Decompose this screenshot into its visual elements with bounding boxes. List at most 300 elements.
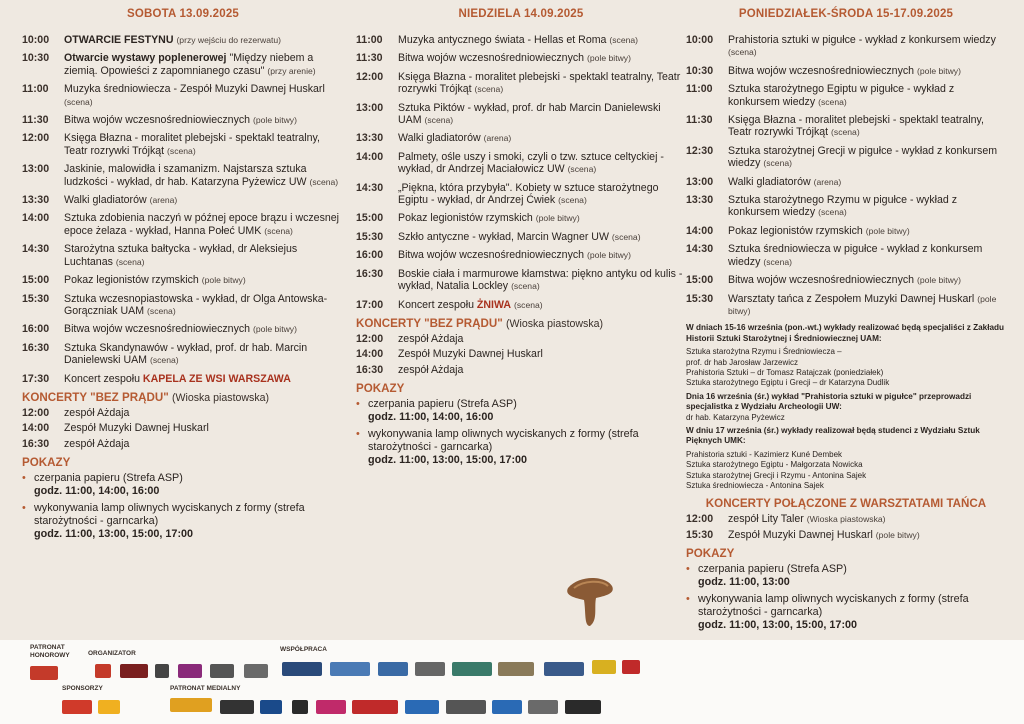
event-time: 17:30	[22, 372, 50, 385]
organizer-label: ORGANIZATOR	[88, 650, 136, 657]
organizer-logo-1	[95, 664, 111, 678]
concert-row	[356, 333, 686, 345]
concert-time: 16:30	[356, 363, 384, 376]
schedule-row	[686, 194, 1006, 219]
event-description	[64, 293, 344, 318]
event-text: Szkło antyczne - wykład, Marcin Wagner UW	[398, 230, 609, 243]
event-time: 14:30	[686, 243, 714, 256]
event-time: 12:30	[686, 144, 714, 157]
sunday-column	[356, 8, 686, 471]
schedule-row	[22, 293, 344, 318]
event-text: Księga Błazna - moralitet plebejski - spektakl teatralny, Teatr rozrywki Trójkąt	[64, 132, 320, 157]
schedule-row	[22, 163, 344, 188]
concert-band	[64, 407, 344, 419]
show-item	[22, 472, 344, 498]
weekday-title: PONIEDZIAŁEK-ŚRODA 15-17.09.2025	[738, 8, 954, 20]
event-time: 16:30	[356, 267, 384, 280]
event-time: 13:30	[22, 194, 50, 207]
event-text: Sztuka Skandynawów - wykład, prof. dr hab. Marcin Danielewski UAM	[64, 341, 308, 367]
concert-band	[728, 513, 1006, 525]
organizer-logo-6	[244, 664, 268, 678]
schedule-row	[356, 268, 686, 293]
sponsors-footer	[0, 640, 1024, 724]
event-location: (scena)	[818, 207, 847, 218]
event-time: 16:00	[356, 249, 384, 262]
lecturers-info: W dniach 15-16 września (pon.-wt.) wykłady realizować będą specjaliści z Zakładu Historii Sztuki Starożytnej i Średniowiecznej UAM: Sztuka starożytna Rzymu i Średniowiecza – prof. dr hab Jarosław Jarzewicz Prahistoria Sztuki – dr Tomasz Ratajczak (poniedziałek) Sztuka starożytnego Egiptu i Grecji – dr Katarzyna Dudlik Dnia 16 września (śr.) wykład "Prahistoria sztuki w pigułce" przeprowadzi specjalistka z Wydziału Archeologii UW: dr hab. Katarzyna Pyżewicz W dniu 17 września (śr.) wykłady realizował będą studenci z Wydziału Sztuk Pięknych UMK: Prahistoria sztuki - Kazimierz Kuné Dembek Sztuka starożytnego Egiptu - Małgorzata Nowicka Sztuka starożytnej Grecji i Rzymu - Antonina Sajek Sztuka średniowiecza - Antonina Sajek	[686, 323, 1005, 490]
event-text: Walki gladiatorów	[728, 175, 811, 188]
bullet-icon: •	[22, 502, 26, 515]
event-text: Sztuka średniowiecza w pigułce - wykład z konkursem wiedzy	[728, 243, 983, 268]
honorary-patronage-label: PATRONAT HONOROWY	[30, 644, 70, 659]
event-text: "Między niebem a ziemią. Opowieści z zapomnianego czasu"	[64, 52, 314, 77]
event-description	[728, 274, 1006, 286]
event-time: 10:30	[686, 64, 714, 77]
event-text: Koncert zespołu	[398, 298, 474, 311]
event-description	[64, 163, 344, 188]
concert-text: zespół Ażdaja	[398, 332, 464, 345]
event-location: (scena)	[167, 145, 196, 156]
concert-text: zespół Ażdaja	[398, 363, 464, 376]
event-description	[64, 132, 344, 157]
cooperation-logo-2	[330, 662, 370, 676]
show-text: czerpania papieru (Strefa ASP)	[698, 563, 847, 576]
sponsor-logo-trefl	[62, 700, 92, 714]
media-patronage-label: PATRONAT MEDIALNY	[170, 685, 241, 692]
saturday-column	[22, 8, 344, 545]
event-time: 10:00	[686, 34, 714, 46]
event-time: 14:30	[356, 181, 384, 194]
event-time: 12:00	[22, 132, 50, 145]
event-text: Księga Błazna - moralitet plebejski - spektakl teatralny, Teatr rozrywki Trójkąt	[728, 114, 984, 139]
event-text: Sztuka starożytnego Egiptu w pigułce - wykład z konkursem wiedzy	[728, 83, 955, 108]
event-location: (pole bitwy)	[201, 275, 246, 286]
event-text: Koncert zespołu	[64, 372, 140, 385]
organizer-logo-4	[178, 664, 202, 678]
show-times: godz. 11:00, 13:00	[698, 576, 790, 589]
bullet-icon: •	[686, 593, 690, 606]
concert-text: zespół Ażdaja	[64, 406, 130, 419]
event-description	[64, 323, 344, 335]
schedule-row	[686, 243, 1006, 268]
event-time: 10:00	[22, 34, 50, 46]
schedule-row	[686, 293, 1006, 318]
media-logo-6	[492, 700, 522, 714]
concert-location: (Wioska piastowska)	[806, 514, 886, 525]
event-location: (scena)	[763, 158, 792, 169]
lecturer-line: Sztuka starożytnej Grecji i Rzymu - Antonina Sajek	[686, 470, 867, 480]
lecturer-line: Prahistoria sztuki - Kazimierz Kuné Dembek	[686, 449, 843, 459]
event-text: Muzyka antycznego świata - Hellas et Roma	[398, 34, 607, 46]
concert-band	[64, 438, 344, 450]
event-text: Walki gladiatorów	[64, 194, 147, 207]
concert-time: 12:00	[22, 406, 50, 419]
band-name: ŻNIWA	[476, 298, 512, 311]
event-text: Bitwa wojów wczesnośredniowiecznych	[398, 249, 585, 262]
schedule-row	[356, 71, 686, 96]
show-times: godz. 11:00, 14:00, 16:00	[34, 485, 160, 498]
event-location: (pole bitwy)	[865, 225, 910, 236]
event-time: 15:00	[356, 212, 384, 225]
event-time: 11:00	[686, 83, 713, 96]
event-description	[64, 114, 344, 126]
event-text: Jaskinie, malowidła i szamanizm. Najstarsza sztuka ludzkości - wykład, dr hab. Katarzyna Pyżewicz UW	[64, 163, 307, 188]
cooperation-logo-9	[622, 660, 640, 674]
show-times: godz. 11:00, 13:00, 15:00, 17:00	[34, 528, 194, 541]
sunday-shows-title: POKAZY	[356, 382, 405, 396]
saturday-events	[22, 34, 344, 385]
event-description	[64, 373, 344, 385]
schedule-row	[686, 145, 1006, 170]
event-time: 16:00	[22, 323, 50, 336]
event-location: (pole bitwy)	[535, 213, 580, 224]
event-title: Otwarcie wystawy poplenerowej	[64, 52, 227, 65]
event-description	[398, 52, 686, 64]
event-location: (scena)	[424, 115, 454, 126]
saturday-shows	[22, 472, 344, 541]
event-description	[64, 52, 344, 77]
concert-time: 15:30	[686, 528, 714, 541]
sponsor-logo-2	[98, 700, 120, 714]
schedule-row	[22, 342, 344, 367]
event-description	[728, 243, 1006, 268]
schedule-row	[356, 299, 686, 311]
event-location: (arena)	[149, 195, 178, 206]
show-text: czerpania papieru (Strefa ASP)	[34, 472, 183, 485]
schedule-row	[22, 194, 344, 206]
event-time: 15:30	[22, 292, 50, 305]
concert-band	[398, 348, 686, 360]
event-text: Bitwa wojów wczesnośredniowiecznych	[728, 274, 915, 287]
concert-band	[728, 529, 1006, 541]
media-logo-pomorska	[352, 700, 398, 714]
event-location: (scena)	[149, 355, 179, 366]
event-location: (scena)	[115, 256, 145, 267]
media-logo-8	[565, 700, 601, 714]
event-description	[398, 102, 686, 127]
show-description	[698, 593, 1006, 632]
weekday-column	[686, 8, 1006, 636]
schedule-row	[22, 274, 344, 286]
event-description	[64, 194, 344, 206]
schedule-row	[22, 373, 344, 385]
event-description	[64, 34, 344, 46]
event-text: Sztuka wczesnopiastowska - wykład, dr Olga Antowska-Gorączniak UAM	[64, 292, 328, 317]
sunday-concerts-title: KONCERTY "BEZ PRĄDU" (Wioska piastowska)	[356, 316, 604, 330]
event-text: Pokaz legionistów rzymskich	[64, 274, 199, 287]
event-description	[64, 274, 344, 286]
event-location: (scena)	[511, 281, 540, 292]
cooperation-logo-7	[544, 662, 584, 676]
concert-row	[356, 348, 686, 360]
bullet-icon: •	[356, 428, 360, 441]
event-description	[398, 268, 686, 293]
concert-text: Zespół Muzyki Dawnej Huskarl	[64, 422, 209, 435]
schedule-row	[22, 212, 344, 237]
event-description	[728, 83, 1006, 108]
saturday-concerts	[22, 407, 344, 450]
event-location: (pole bitwy)	[253, 115, 297, 126]
event-time: 11:00	[22, 83, 49, 96]
event-description	[64, 83, 344, 108]
sunday-shows	[356, 398, 686, 467]
schedule-row	[686, 114, 1006, 139]
show-times: godz. 11:00, 13:00, 15:00, 17:00	[368, 454, 528, 467]
concert-row	[686, 513, 1006, 525]
media-logo-7	[528, 700, 558, 714]
patron-logo	[30, 666, 58, 680]
schedule-row	[686, 65, 1006, 77]
event-text: Sztuka starożytnej Grecji w pigułce - wykład z konkursem wiedzy	[728, 144, 998, 170]
concert-row	[22, 438, 344, 450]
event-description	[398, 182, 686, 207]
concert-time: 12:00	[356, 332, 384, 345]
event-description	[728, 293, 1006, 318]
lecturer-line: Sztuka starożytnego Egiptu - Małgorzata Nowicka	[686, 460, 863, 470]
sunday-events	[356, 34, 686, 311]
event-description	[398, 132, 686, 144]
organizer-logo-3	[155, 664, 169, 678]
schedule-row	[356, 231, 686, 243]
event-description	[398, 212, 686, 224]
event-text: Bitwa wojów wczesnośredniowiecznych	[398, 52, 585, 65]
show-item	[356, 428, 686, 467]
event-location: (arena)	[813, 176, 842, 187]
event-description	[728, 176, 1006, 188]
event-time: 15:30	[686, 292, 714, 305]
event-time: 14:30	[22, 243, 50, 256]
show-item	[686, 593, 1006, 632]
show-text: czerpania papieru (Strefa ASP)	[368, 398, 517, 411]
event-text: Bitwa wojów wczesnośredniowiecznych	[64, 114, 251, 127]
media-logo-radio	[316, 700, 346, 714]
organizer-logo-2	[120, 664, 148, 678]
event-time: 13:00	[356, 101, 384, 114]
schedule-row	[356, 212, 686, 224]
event-location: (scena)	[609, 35, 639, 45]
event-time: 15:30	[356, 230, 384, 243]
event-time: 13:30	[356, 132, 384, 145]
event-text: Księga Błazna - moralitet plebejski - spektakl teatralny, Teatr rozrywki Trójkąt	[398, 70, 681, 96]
lecturer-line: Sztuka starożytna Rzymu i Średniowiecza –	[686, 347, 842, 357]
event-text: Muzyka średniowiecza - Zespół Muzyki Dawnej Huskarl	[64, 83, 325, 96]
concert-row	[22, 407, 344, 419]
weekday-shows-title: POKAZY	[686, 547, 735, 561]
event-location: (scena)	[64, 96, 93, 107]
schedule-row	[22, 83, 344, 108]
event-time: 10:30	[22, 52, 50, 65]
media-logo-tvp-info	[220, 700, 254, 714]
event-location: (pole bitwy)	[253, 324, 297, 335]
media-logo-pik	[292, 700, 308, 714]
sponsors-label: SPONSORZY	[62, 685, 103, 692]
event-title: OTWARCIE FESTYNU	[64, 34, 174, 46]
event-time: 14:00	[22, 212, 50, 225]
saturday-shows-title: POKAZY	[22, 456, 71, 470]
event-description	[728, 194, 1006, 219]
cooperation-logo-1	[282, 662, 322, 676]
concert-band	[64, 422, 344, 434]
cooperation-logo-5	[452, 662, 492, 676]
event-text: Pokaz legionistów rzymskich	[398, 212, 533, 225]
event-time: 16:30	[22, 341, 50, 354]
concert-time: 16:30	[22, 437, 50, 450]
schedule-row	[356, 102, 686, 127]
weekday-events	[686, 34, 1006, 317]
concert-time: 14:00	[356, 348, 384, 361]
show-text: wykonywania lamp oliwnych wyciskanych z formy (strefa starożytności - garncarka)	[34, 502, 305, 528]
cooperation-label: WSPÓŁPRACA	[280, 646, 327, 653]
lecturer-line: dr hab. Katarzyna Pyżewicz	[686, 412, 785, 422]
weekday-concerts-title: KONCERTY POŁĄCZONE Z WARSZTATAMI TAŃCA	[705, 497, 987, 511]
show-times: godz. 11:00, 14:00, 16:00	[368, 411, 494, 424]
cooperation-logo-8	[592, 660, 616, 674]
event-time: 12:00	[356, 70, 384, 83]
event-description	[64, 342, 344, 367]
event-description	[398, 34, 686, 46]
show-description	[34, 502, 344, 541]
event-description	[64, 243, 344, 268]
event-text: Sztuka zdobienia naczyń w późnej epoce brązu i wczesnej epoce żelaza - wykład, Hanna Połeć UMK	[64, 212, 340, 237]
event-time: 11:00	[356, 34, 383, 46]
event-text: Boskie ciała i marmurowe kłamstwa: piękno antyku od kulis - wykład, Natalia Lockley	[398, 267, 683, 293]
weekday-shows	[686, 563, 1006, 632]
show-times: godz. 11:00, 13:00, 15:00, 17:00	[698, 619, 858, 632]
concert-text: Zespół Muzyki Dawnej Huskarl	[728, 528, 873, 541]
show-description	[34, 472, 183, 498]
sunday-title: NIEDZIELA 14.09.2025	[458, 8, 584, 20]
concert-row	[356, 364, 686, 376]
schedule-row	[356, 34, 686, 46]
event-text: Pokaz legionistów rzymskich	[728, 224, 863, 237]
event-location: (scena)	[611, 231, 641, 242]
event-description	[728, 225, 1006, 237]
show-text: wykonywania lamp oliwnych wyciskanych z formy (strefa starożytności - garncarka)	[698, 593, 969, 619]
saturday-concerts-title: KONCERTY "BEZ PRĄDU" (Wioska piastowska)	[22, 390, 270, 404]
show-description	[698, 563, 847, 589]
event-text: Bitwa wojów wczesnośredniowiecznych	[728, 64, 915, 77]
event-location: (scena)	[474, 84, 504, 95]
lecturer-line: Prahistoria Sztuki – dr Tomasz Ratajczak (poniedziałek)	[686, 367, 884, 377]
lecturer-line: Sztuka starożytnego Egiptu i Grecji – dr Katarzyna Dudlik	[686, 378, 890, 388]
cooperation-logo-3	[378, 662, 408, 676]
concert-location: (pole bitwy)	[875, 529, 920, 540]
organizer-logo-5	[210, 664, 234, 678]
schedule-row	[356, 249, 686, 261]
sunday-concerts	[356, 333, 686, 376]
event-location: (scena)	[567, 164, 597, 175]
concert-time: 14:00	[22, 422, 50, 435]
event-time: 14:00	[686, 224, 714, 237]
schedule-row	[22, 243, 344, 268]
event-location: (scena)	[558, 195, 587, 206]
event-text: Warsztaty tańca z Zespołem Muzyki Dawnej Huskarl	[728, 292, 975, 305]
event-location: (pole bitwy)	[728, 293, 997, 316]
event-time: 13:30	[686, 194, 714, 207]
event-location: (przy arenie)	[267, 65, 316, 76]
event-description	[398, 151, 686, 176]
concert-band	[398, 364, 686, 376]
event-time: 13:00	[22, 163, 50, 176]
event-time: 11:30	[22, 114, 49, 127]
concert-row	[686, 529, 1006, 541]
event-text: Walki gladiatorów	[398, 132, 481, 145]
event-text: Sztuka starożytnego Rzymu w pigułce - wykład z konkursem wiedzy	[728, 194, 958, 219]
event-text: Sztuka Piktów - wykład, prof. dr hab Marcin Danielewski UAM	[398, 101, 661, 127]
event-time: 11:30	[356, 52, 383, 65]
event-location: (pole bitwy)	[587, 53, 631, 64]
show-description	[368, 428, 686, 467]
media-logo-tvp3	[260, 700, 282, 714]
concert-text: zespół Ażdaja	[64, 437, 130, 450]
schedule-row	[686, 83, 1006, 108]
schedule-row	[686, 274, 1006, 286]
schedule-row	[22, 34, 344, 46]
concert-row	[22, 422, 344, 434]
show-description	[368, 398, 517, 424]
event-description	[728, 114, 1006, 139]
event-description	[728, 65, 1006, 77]
schedule-row	[356, 52, 686, 64]
schedule-row	[356, 132, 686, 144]
clay-figurine-image	[560, 568, 620, 628]
media-logo-jedynka	[170, 698, 212, 712]
event-location: (pole bitwy)	[587, 250, 631, 261]
event-description	[728, 145, 1006, 170]
schedule-row	[22, 132, 344, 157]
event-description	[398, 71, 686, 96]
schedule-row	[686, 176, 1006, 188]
saturday-title: SOBOTA 13.09.2025	[126, 8, 240, 20]
event-location: (scena)	[514, 299, 543, 310]
lecturers-info-1	[686, 347, 1006, 389]
bullet-icon: •	[22, 472, 26, 485]
schedule-row	[22, 52, 344, 77]
bullet-icon: •	[356, 398, 360, 411]
event-text: Bitwa wojów wczesnośredniowiecznych	[64, 323, 251, 336]
event-description	[398, 231, 686, 243]
event-location: (pole bitwy)	[917, 275, 961, 286]
event-location: (scena)	[818, 96, 847, 107]
schedule-row	[356, 151, 686, 176]
event-location: (scena)	[763, 256, 792, 267]
event-text: Starożytna sztuka bałtycka - wykład, dr Aleksiejus Luchtanas	[64, 243, 298, 268]
schedule-row	[22, 323, 344, 335]
event-location: (scena)	[309, 176, 339, 187]
event-location: (przy wejściu do rezerwatu)	[176, 35, 282, 45]
schedule-row	[356, 182, 686, 207]
event-time: 15:00	[686, 274, 714, 287]
schedule-row	[22, 114, 344, 126]
schedule-row	[686, 225, 1006, 237]
concert-text: Zespół Muzyki Dawnej Huskarl	[398, 348, 543, 361]
concert-band	[398, 333, 686, 345]
concert-text: zespół Lity Taler	[728, 513, 804, 526]
event-location: (scena)	[147, 305, 176, 316]
show-item	[356, 398, 686, 424]
weekday-concerts	[686, 513, 1006, 541]
show-item	[686, 563, 1006, 589]
event-description	[728, 34, 1006, 59]
event-description	[398, 299, 686, 311]
event-time: 15:00	[22, 274, 50, 287]
event-text: Prahistoria sztuki w pigułce - wykład z konkursem wiedzy	[728, 34, 996, 46]
cooperation-logo-6	[498, 662, 534, 676]
show-text: wykonywania lamp oliwnych wyciskanych z formy (strefa starożytności - garncarka)	[368, 428, 639, 454]
event-time: 14:00	[356, 150, 384, 163]
lecturer-line: prof. dr hab Jarosław Jarzewicz	[686, 357, 799, 367]
event-location: (pole bitwy)	[917, 65, 961, 76]
show-item	[22, 502, 344, 541]
